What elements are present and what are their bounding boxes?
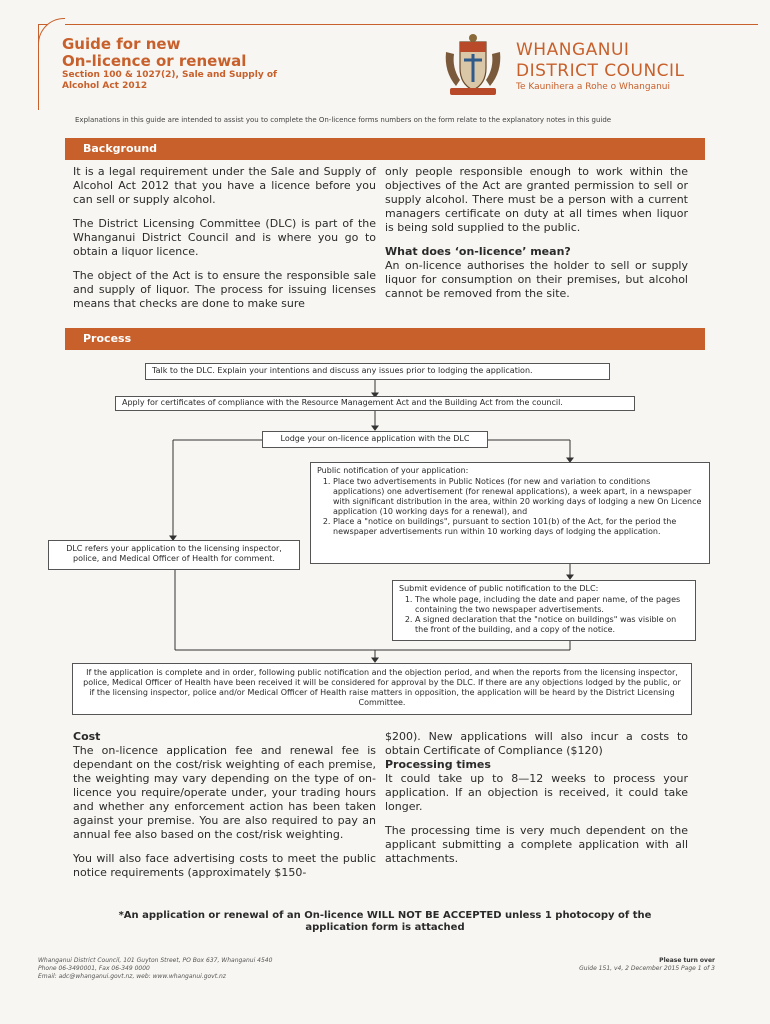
intro-text: Explanations in this guide are intended to assist you to complete the On-licence forms numbers on the form relate to the explanatory notes in this guide <box>75 116 612 124</box>
footer-phone: Phone 06-3490001, Fax 06-349 0000 <box>38 965 150 972</box>
background-paragraph: only people responsible enough to work within the objectives of the Act are granted permission to sell or supply alcohol. There must be a person with a current managers certificate on duty at all times when liquor is being sold supplied to the public. <box>385 165 688 234</box>
cost-paragraph: The on-licence application fee and renewal fee is dependant on the cost/risk weighting of each premise, the weighting may vary depending on the type of on-licence you require/operate under, your trading hours and whether any enforcement action has been taken against your premise. You are also required to pay an annual fee also based on the cost/risk weighting. <box>73 744 376 841</box>
council-name-line1: WHANGANUI <box>516 40 630 60</box>
public-notification-box <box>310 462 710 564</box>
process-heading: Process <box>65 328 705 350</box>
processing-column <box>385 730 688 876</box>
notification-item: 2. Place a "notice on buildings", pursuant to section 101(b) of the Act, for the period the newspaper advertisements run within 10 working days of lodging the application. <box>333 517 703 537</box>
submit-evidence-box <box>392 580 696 641</box>
notification-item: 1. Place two advertisements in Public Notices (for new and variation to conditions applications) one advertisement (for renewal applications), a week apart, in a newspaper with significant distribution in the area, within 20 working days of lodging a new On Licence application (10 working days for a renewal), and <box>333 477 703 517</box>
processing-paragraph: It could take up to 8—12 weeks to process your application. If an objection is received, it could take longer. <box>385 772 688 813</box>
footer-email: Email: adc@whanganui.govt.nz, web: www.whanganui.govt.nz <box>38 973 226 980</box>
background-paragraph: The District Licensing Committee (DLC) is part of the Whanganui District Council and is where you go to obtain a liquor licence. <box>73 217 376 258</box>
cost-heading: Cost <box>73 730 101 743</box>
cost-paragraph-continued: $200). New applications will also incur a costs to obtain Certificate of Compliance ($120) <box>385 730 688 757</box>
footer-turn-over: Please turn over <box>659 957 715 964</box>
cost-paragraph: You will also face advertising costs to meet the public notice requirements (approximately $150- <box>73 852 376 879</box>
council-maori-name: Te Kaunihera a Rohe o Whanganui <box>516 82 671 92</box>
processing-paragraph: The processing time is very much dependent on the applicant submitting a complete application with all attachments. <box>385 824 688 865</box>
on-licence-heading: What does ‘on-licence’ mean? <box>385 245 571 258</box>
step-apply-certificates: Apply for certificates of compliance with the Resource Management Act and the Building Act from the council. <box>115 396 635 411</box>
cost-column <box>73 730 376 890</box>
council-name-line2: DISTRICT COUNCIL <box>516 61 685 81</box>
title-line1: Guide for new <box>62 35 181 53</box>
photocopy-notice <box>90 910 680 934</box>
dlc-refers-box: DLC refers your application to the licensing inspector, police, and Medical Officer of Health for comment. <box>48 540 300 570</box>
subtitle-line2: Alcohol Act 2012 <box>62 81 148 91</box>
notification-title: Public notification of your application: <box>317 466 469 475</box>
evidence-item: 2. A signed declaration that the "notice on buildings" was visible on the front of the building, and a copy of the notice. <box>415 615 689 635</box>
subtitle-line1: Section 100 & 1027(2), Sale and Supply of <box>62 70 277 80</box>
footer-guide-version: Guide 151, v4, 2 December 2015 Page 1 of 3 <box>579 965 715 972</box>
background-paragraph: An on-licence authorises the holder to sell or supply liquor for consumption on their premises, but alcohol cannot be removed from the site. <box>385 259 688 300</box>
title-line2: On-licence or renewal <box>62 52 247 70</box>
step-talk-to-dlc: Talk to the DLC. Explain your intentions and discuss any issues prior to lodging the application. <box>145 363 610 380</box>
notice-line1: *An application or renewal of an On-licence WILL NOT BE ACCEPTED unless 1 photocopy of the <box>118 910 652 921</box>
notice-line2: application form is attached <box>305 922 465 933</box>
step-lodge-application: Lodge your on-licence application with the DLC <box>262 431 488 448</box>
footer-contact <box>38 957 368 981</box>
background-paragraph: The object of the Act is to ensure the responsible sale and supply of liquor. The process for issuing licenses means that checks are done to make sure <box>73 269 376 310</box>
footer-address: Whanganui District Council, 101 Guyton Street, PO Box 637, Whanganui 4540 <box>38 957 273 964</box>
background-heading: Background <box>65 138 705 160</box>
evidence-item: 1. The whole page, including the date and paper name, of the pages containing the two newspaper advertisements. <box>415 595 689 615</box>
final-outcome-box: If the application is complete and in order, following public notification and the objection period, and when the reports from the licensing inspector, police, Medical Officer of Health have been received it will be considered for approval by the DLC. If there are any objections lodged by the public, or if the licensing inspector, police and/or Medical Officer of Health raise matters in opposition, the application will be heard by the District Licensing Committee. <box>72 663 692 715</box>
evidence-title: Submit evidence of public notification to the DLC: <box>399 584 599 593</box>
footer-meta <box>500 957 715 973</box>
background-paragraph: It is a legal requirement under the Sale and Supply of Alcohol Act 2012 that you have a licence before you can sell or supply alcohol. <box>73 165 376 206</box>
processing-heading: Processing times <box>385 758 491 771</box>
